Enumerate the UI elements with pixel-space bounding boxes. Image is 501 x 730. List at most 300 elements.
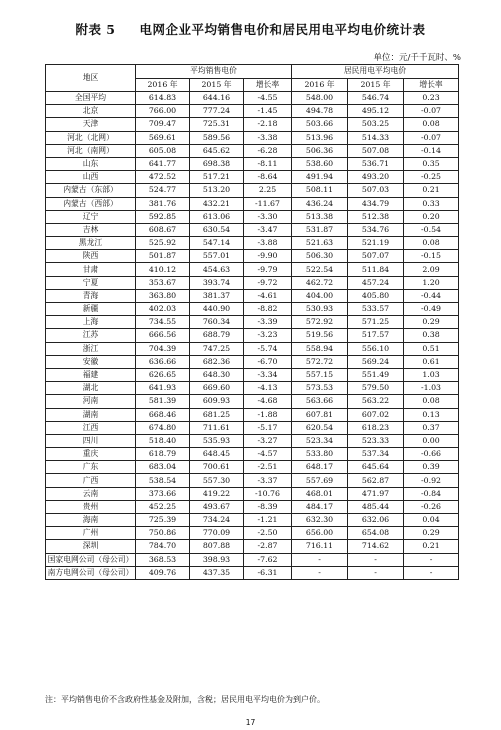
table-row (46, 540, 459, 553)
res-2015-cell: - (348, 553, 404, 566)
region-cell: 国家电网公司（母公司） (46, 553, 136, 566)
res-growth-cell: 0.29 (404, 316, 459, 329)
sales-2016-cell: 668.46 (136, 408, 190, 421)
res-2016-cell: 404.00 (292, 289, 348, 302)
res-2015-cell: 618.23 (348, 421, 404, 434)
sales-growth-cell: -4.57 (244, 448, 292, 461)
table-row (46, 118, 459, 131)
sales-2015-cell: 645.62 (190, 144, 244, 157)
region-cell: 宁夏 (46, 276, 136, 289)
res-growth-cell: 0.20 (404, 210, 459, 223)
sales-2015-cell: 419.22 (190, 487, 244, 500)
table-row (46, 263, 459, 276)
res-2015-cell: 517.57 (348, 329, 404, 342)
sales-2016-cell: 501.87 (136, 250, 190, 263)
sales-growth-cell: -7.62 (244, 553, 292, 566)
sales-2016-cell: 410.12 (136, 263, 190, 276)
sales-2015-cell: 393.74 (190, 276, 244, 289)
res-growth-cell: 0.08 (404, 395, 459, 408)
sales-2015-cell: 700.61 (190, 461, 244, 474)
res-2015-cell: 405.80 (348, 289, 404, 302)
sales-2015-cell: 535.93 (190, 434, 244, 447)
sales-2015-cell: 688.79 (190, 329, 244, 342)
res-2015-cell: 507.08 (348, 144, 404, 157)
sales-2016-cell: 569.61 (136, 131, 190, 144)
table-row (46, 461, 459, 474)
table-row (46, 448, 459, 461)
res-growth-cell: -0.26 (404, 500, 459, 513)
sales-2016-cell: 750.86 (136, 527, 190, 540)
sales-2016-cell: 402.03 (136, 303, 190, 316)
res-2015-cell: 546.74 (348, 92, 404, 105)
table-row (46, 171, 459, 184)
sales-growth-cell: -9.79 (244, 263, 292, 276)
res-2015-cell: 632.06 (348, 514, 404, 527)
res-2016-cell: 436.24 (292, 197, 348, 210)
sales-growth-cell: -1.45 (244, 105, 292, 118)
table-row (46, 368, 459, 381)
sales-growth-cell: 2.25 (244, 184, 292, 197)
res-2016-cell: 506.30 (292, 250, 348, 263)
res-2016-cell: 491.94 (292, 171, 348, 184)
sales-growth-cell: -1.88 (244, 408, 292, 421)
res-2015-cell: 507.07 (348, 250, 404, 263)
sales-2016-cell: 381.76 (136, 197, 190, 210)
res-2016-cell: 522.54 (292, 263, 348, 276)
region-cell: 浙江 (46, 342, 136, 355)
sales-2015-cell: 398.93 (190, 553, 244, 566)
region-cell: 河北（北网） (46, 131, 136, 144)
res-growth-cell: -0.84 (404, 487, 459, 500)
res-2016-cell: 563.66 (292, 395, 348, 408)
col-header: 增长率 (404, 78, 459, 92)
price-table (45, 64, 459, 580)
res-growth-cell: - (404, 566, 459, 579)
res-2015-cell: 562.87 (348, 474, 404, 487)
col-header: 增长率 (244, 78, 292, 92)
sales-growth-cell: -3.34 (244, 368, 292, 381)
res-2015-cell: 485.44 (348, 500, 404, 513)
res-growth-cell: -0.44 (404, 289, 459, 302)
sales-2015-cell: 493.67 (190, 500, 244, 513)
appendix-number: 附表 5 (75, 22, 116, 37)
res-2016-cell: 557.69 (292, 474, 348, 487)
sales-growth-cell: -1.21 (244, 514, 292, 527)
table-row (46, 197, 459, 210)
table-row (46, 355, 459, 368)
res-growth-cell: 0.21 (404, 540, 459, 553)
table-row (46, 144, 459, 157)
res-2016-cell: 533.80 (292, 448, 348, 461)
sales-growth-cell: -9.90 (244, 250, 292, 263)
sales-growth-cell: -4.55 (244, 92, 292, 105)
res-2015-cell: 537.34 (348, 448, 404, 461)
table-row (46, 289, 459, 302)
sales-2016-cell: 592.85 (136, 210, 190, 223)
res-2016-cell: 508.11 (292, 184, 348, 197)
sales-2015-cell: 648.30 (190, 368, 244, 381)
region-cell: 甘肃 (46, 263, 136, 276)
res-growth-cell: 2.09 (404, 263, 459, 276)
table-row (46, 487, 459, 500)
res-2015-cell: 563.22 (348, 395, 404, 408)
region-cell: 重庆 (46, 448, 136, 461)
res-growth-cell: 0.23 (404, 92, 459, 105)
sales-2016-cell: 641.93 (136, 382, 190, 395)
sales-2015-cell: 432.21 (190, 197, 244, 210)
region-cell: 贵州 (46, 500, 136, 513)
sales-2015-cell: 513.20 (190, 184, 244, 197)
res-2016-cell: 513.96 (292, 131, 348, 144)
sales-2015-cell: 613.06 (190, 210, 244, 223)
res-2016-cell: 632.30 (292, 514, 348, 527)
region-header: 地区 (46, 65, 136, 92)
res-2015-cell: 534.76 (348, 223, 404, 236)
region-cell: 山西 (46, 171, 136, 184)
sales-2016-cell: 709.47 (136, 118, 190, 131)
res-2016-cell: 557.15 (292, 368, 348, 381)
sales-2015-cell: 681.25 (190, 408, 244, 421)
res-growth-cell: 1.03 (404, 368, 459, 381)
res-growth-cell: 0.51 (404, 342, 459, 355)
table-row (46, 342, 459, 355)
region-cell: 上海 (46, 316, 136, 329)
sales-2016-cell: 683.04 (136, 461, 190, 474)
res-2015-cell: 523.33 (348, 434, 404, 447)
table-row (46, 566, 459, 579)
res-2015-cell: 579.50 (348, 382, 404, 395)
res-growth-cell: 0.00 (404, 434, 459, 447)
sales-2015-cell: 734.24 (190, 514, 244, 527)
table-row (46, 421, 459, 434)
res-2015-cell: 434.79 (348, 197, 404, 210)
region-cell: 湖北 (46, 382, 136, 395)
sales-2015-cell: 669.60 (190, 382, 244, 395)
page-number: 17 (245, 718, 256, 727)
sales-2016-cell: 666.56 (136, 329, 190, 342)
sales-2016-cell: 608.67 (136, 223, 190, 236)
res-growth-cell: -0.15 (404, 250, 459, 263)
region-cell: 内蒙古（西部） (46, 197, 136, 210)
res-2016-cell: 607.81 (292, 408, 348, 421)
sales-growth-cell: -2.87 (244, 540, 292, 553)
sales-2015-cell: 648.45 (190, 448, 244, 461)
sales-growth-cell: -8.39 (244, 500, 292, 513)
region-cell: 黑龙江 (46, 237, 136, 250)
sales-2015-cell: 547.14 (190, 237, 244, 250)
sales-2015-cell: 777.24 (190, 105, 244, 118)
sales-2015-cell: 630.54 (190, 223, 244, 236)
table-row (46, 131, 459, 144)
sales-growth-cell: -3.27 (244, 434, 292, 447)
sales-2015-cell: 437.35 (190, 566, 244, 579)
region-cell: 江西 (46, 421, 136, 434)
res-growth-cell: -0.66 (404, 448, 459, 461)
res-2016-cell: 530.93 (292, 303, 348, 316)
sales-2016-cell: 525.92 (136, 237, 190, 250)
table-row (46, 157, 459, 170)
sales-2015-cell: 747.25 (190, 342, 244, 355)
region-cell: 福建 (46, 368, 136, 381)
res-2016-cell: 573.53 (292, 382, 348, 395)
sales-growth-cell: -6.70 (244, 355, 292, 368)
sales-growth-cell: -3.38 (244, 131, 292, 144)
region-cell: 青海 (46, 289, 136, 302)
table-row (46, 553, 459, 566)
sales-2015-cell: 440.90 (190, 303, 244, 316)
col-header: 2015 年 (190, 78, 244, 92)
res-2016-cell: 521.63 (292, 237, 348, 250)
sales-growth-cell: -6.31 (244, 566, 292, 579)
res-2015-cell: 536.71 (348, 157, 404, 170)
res-growth-cell: 0.39 (404, 461, 459, 474)
sales-2016-cell: 409.76 (136, 566, 190, 579)
table-row (46, 276, 459, 289)
res-2016-cell: 531.87 (292, 223, 348, 236)
table-row (46, 316, 459, 329)
header-row-1 (46, 65, 459, 79)
region-cell: 安徽 (46, 355, 136, 368)
sales-2016-cell: 452.25 (136, 500, 190, 513)
res-2016-cell: 716.11 (292, 540, 348, 553)
sales-growth-cell: -5.74 (244, 342, 292, 355)
sales-growth-cell: -11.67 (244, 197, 292, 210)
res-2016-cell: 513.38 (292, 210, 348, 223)
sales-2016-cell: 472.52 (136, 171, 190, 184)
table-row (46, 514, 459, 527)
res-2016-cell: 572.72 (292, 355, 348, 368)
sales-2016-cell: 363.80 (136, 289, 190, 302)
sales-2015-cell: 454.63 (190, 263, 244, 276)
res-2016-cell: 484.17 (292, 500, 348, 513)
res-2015-cell: - (348, 566, 404, 579)
res-2015-cell: 521.19 (348, 237, 404, 250)
region-cell: 陕西 (46, 250, 136, 263)
res-growth-cell: -0.25 (404, 171, 459, 184)
unit-label: 单位：元/千千瓦时、% (373, 53, 461, 63)
res-growth-cell: 0.13 (404, 408, 459, 421)
region-cell: 江苏 (46, 329, 136, 342)
sales-2016-cell: 734.55 (136, 316, 190, 329)
sales-2016-cell: 581.39 (136, 395, 190, 408)
res-2015-cell: 714.62 (348, 540, 404, 553)
sales-2015-cell: 698.38 (190, 157, 244, 170)
sales-2016-cell: 353.67 (136, 276, 190, 289)
res-2016-cell: 572.92 (292, 316, 348, 329)
region-cell: 内蒙古（东部） (46, 184, 136, 197)
res-growth-cell: - (404, 553, 459, 566)
res-2016-cell: 519.56 (292, 329, 348, 342)
col-header: 2016 年 (292, 78, 348, 92)
sales-growth-cell: -4.61 (244, 289, 292, 302)
table-row (46, 382, 459, 395)
res-2016-cell: 523.34 (292, 434, 348, 447)
region-cell: 广西 (46, 474, 136, 487)
res-growth-cell: -0.49 (404, 303, 459, 316)
sales-growth-cell: -3.30 (244, 210, 292, 223)
res-2015-cell: 551.49 (348, 368, 404, 381)
table-row (46, 329, 459, 342)
res-2016-cell: 503.66 (292, 118, 348, 131)
sales-2016-cell: 674.80 (136, 421, 190, 434)
sales-2016-cell: 524.77 (136, 184, 190, 197)
region-cell: 新疆 (46, 303, 136, 316)
sales-growth-cell: -2.50 (244, 527, 292, 540)
table-row (46, 184, 459, 197)
region-cell: 河南 (46, 395, 136, 408)
res-2016-cell: 538.60 (292, 157, 348, 170)
region-cell: 山东 (46, 157, 136, 170)
sales-growth-cell: -5.17 (244, 421, 292, 434)
avg-sales-price-header: 平均销售电价 (136, 65, 292, 79)
sales-2015-cell: 807.88 (190, 540, 244, 553)
region-cell: 吉林 (46, 223, 136, 236)
res-2016-cell: - (292, 566, 348, 579)
region-cell: 广州 (46, 527, 136, 540)
res-2016-cell: - (292, 553, 348, 566)
res-2016-cell: 468.01 (292, 487, 348, 500)
res-growth-cell: -0.54 (404, 223, 459, 236)
res-2016-cell: 494.78 (292, 105, 348, 118)
sales-growth-cell: -6.28 (244, 144, 292, 157)
table-row (46, 474, 459, 487)
sales-2016-cell: 538.54 (136, 474, 190, 487)
res-2015-cell: 503.25 (348, 118, 404, 131)
table-row (46, 500, 459, 513)
res-2015-cell: 493.20 (348, 171, 404, 184)
table-row (46, 303, 459, 316)
table-title (0, 20, 501, 38)
res-2015-cell: 514.33 (348, 131, 404, 144)
res-2015-cell: 507.03 (348, 184, 404, 197)
res-2016-cell: 462.72 (292, 276, 348, 289)
res-growth-cell: 1.20 (404, 276, 459, 289)
sales-growth-cell: -8.11 (244, 157, 292, 170)
sales-2016-cell: 641.77 (136, 157, 190, 170)
sales-growth-cell: -4.68 (244, 395, 292, 408)
sales-2016-cell: 614.83 (136, 92, 190, 105)
sales-2016-cell: 725.39 (136, 514, 190, 527)
res-2015-cell: 495.12 (348, 105, 404, 118)
res-growth-cell: 0.29 (404, 527, 459, 540)
region-cell: 湖南 (46, 408, 136, 421)
sales-2015-cell: 682.36 (190, 355, 244, 368)
res-2015-cell: 533.57 (348, 303, 404, 316)
region-cell: 海南 (46, 514, 136, 527)
res-2015-cell: 645.64 (348, 461, 404, 474)
res-2015-cell: 471.97 (348, 487, 404, 500)
res-2015-cell: 556.10 (348, 342, 404, 355)
sales-2016-cell: 373.66 (136, 487, 190, 500)
sales-growth-cell: -3.47 (244, 223, 292, 236)
table-row (46, 408, 459, 421)
table-row (46, 527, 459, 540)
res-growth-cell: -1.03 (404, 382, 459, 395)
sales-2015-cell: 725.31 (190, 118, 244, 131)
table-row (46, 223, 459, 236)
sales-2016-cell: 626.65 (136, 368, 190, 381)
region-cell: 河北（南网） (46, 144, 136, 157)
col-header: 2015 年 (348, 78, 404, 92)
sales-2015-cell: 711.61 (190, 421, 244, 434)
res-growth-cell: -0.14 (404, 144, 459, 157)
title-text: 电网企业平均销售电价和居民用电平均电价统计表 (139, 22, 426, 37)
table-row (46, 237, 459, 250)
table-row (46, 250, 459, 263)
footnote: 注：平均销售电价不含政府性基金及附加，含税；居民用电平均电价为到户价。 (45, 695, 325, 704)
sales-2015-cell: 609.93 (190, 395, 244, 408)
table-row (46, 92, 459, 105)
res-growth-cell: 0.08 (404, 118, 459, 131)
sales-2016-cell: 704.39 (136, 342, 190, 355)
sales-growth-cell: -8.82 (244, 303, 292, 316)
res-2015-cell: 607.02 (348, 408, 404, 421)
sales-2016-cell: 766.00 (136, 105, 190, 118)
res-growth-cell: 0.33 (404, 197, 459, 210)
sales-2015-cell: 770.09 (190, 527, 244, 540)
res-growth-cell: 0.37 (404, 421, 459, 434)
sales-2015-cell: 381.37 (190, 289, 244, 302)
sales-growth-cell: -10.76 (244, 487, 292, 500)
region-cell: 北京 (46, 105, 136, 118)
sales-growth-cell: -4.13 (244, 382, 292, 395)
res-2016-cell: 558.94 (292, 342, 348, 355)
sales-2015-cell: 557.01 (190, 250, 244, 263)
sales-growth-cell: -3.88 (244, 237, 292, 250)
sales-2016-cell: 518.40 (136, 434, 190, 447)
res-growth-cell: -0.07 (404, 131, 459, 144)
res-2015-cell: 457.24 (348, 276, 404, 289)
table-row (46, 434, 459, 447)
table-row (46, 210, 459, 223)
region-cell: 云南 (46, 487, 136, 500)
res-growth-cell: 0.21 (404, 184, 459, 197)
table-row (46, 395, 459, 408)
sales-growth-cell: -3.37 (244, 474, 292, 487)
table-row (46, 105, 459, 118)
sales-2016-cell: 368.53 (136, 553, 190, 566)
sales-growth-cell: -9.72 (244, 276, 292, 289)
sales-2016-cell: 605.08 (136, 144, 190, 157)
res-2016-cell: 506.36 (292, 144, 348, 157)
sales-2016-cell: 784.70 (136, 540, 190, 553)
sales-growth-cell: -3.23 (244, 329, 292, 342)
res-growth-cell: 0.61 (404, 355, 459, 368)
sales-2016-cell: 636.66 (136, 355, 190, 368)
region-cell: 全国平均 (46, 92, 136, 105)
sales-2016-cell: 618.79 (136, 448, 190, 461)
res-growth-cell: -0.07 (404, 105, 459, 118)
region-cell: 南方电网公司（母公司） (46, 566, 136, 579)
sales-growth-cell: -2.51 (244, 461, 292, 474)
sales-2015-cell: 644.16 (190, 92, 244, 105)
res-2016-cell: 648.17 (292, 461, 348, 474)
region-cell: 深圳 (46, 540, 136, 553)
sales-growth-cell: -8.64 (244, 171, 292, 184)
sales-2015-cell: 589.56 (190, 131, 244, 144)
region-cell: 辽宁 (46, 210, 136, 223)
res-2015-cell: 571.25 (348, 316, 404, 329)
region-cell: 天津 (46, 118, 136, 131)
res-2016-cell: 620.54 (292, 421, 348, 434)
res-growth-cell: 0.04 (404, 514, 459, 527)
res-growth-cell: 0.38 (404, 329, 459, 342)
res-2015-cell: 512.38 (348, 210, 404, 223)
region-cell: 广东 (46, 461, 136, 474)
sales-2015-cell: 760.34 (190, 316, 244, 329)
res-2016-cell: 656.00 (292, 527, 348, 540)
table-body (46, 92, 459, 580)
